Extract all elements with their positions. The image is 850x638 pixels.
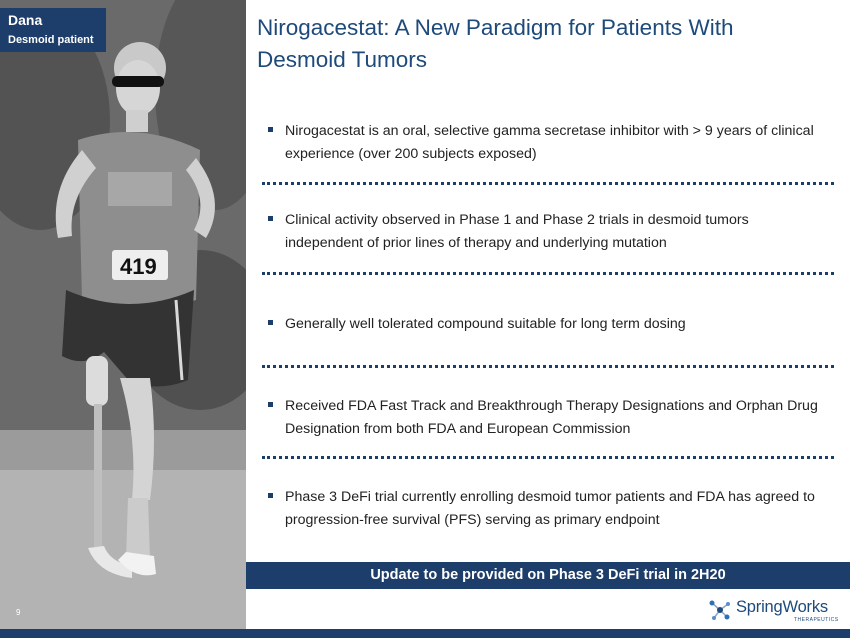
dotted-divider — [262, 365, 834, 368]
molecule-logo-icon — [708, 598, 732, 622]
update-banner: Update to be provided on Phase 3 DeFi trial in 2H20 — [246, 562, 850, 589]
bullet-text: Generally well tolerated compound suitable for long term dosing — [285, 316, 686, 332]
slide-title: Nirogacestat: A New Paradigm for Patients With Desmoid Tumors — [257, 15, 734, 72]
patient-name: Dana — [8, 12, 43, 28]
square-bullet-icon — [268, 402, 273, 407]
bullet-text: Clinical activity observed in Phase 1 and Phase 2 trials in desmoid tumors independent of prior lines of therapy and underlying mutation — [285, 212, 749, 251]
logo-subtitle: THERAPEUTICS — [794, 617, 839, 623]
square-bullet-icon — [268, 127, 273, 132]
patient-tag — [0, 8, 106, 52]
bullet-text: Received FDA Fast Track and Breakthrough Therapy Designations and Orphan Drug Designation from both FDA and European Commission — [285, 398, 818, 437]
patient-description: Desmoid patient — [8, 34, 94, 46]
bullet-text: Phase 3 DeFi trial currently enrolling desmoid tumor patients and FDA has agreed to progression-free survival (PFS) serving as primary endpoint — [285, 489, 815, 528]
dotted-divider — [262, 182, 834, 185]
bib-number: 419 — [120, 254, 157, 279]
dotted-divider — [262, 272, 834, 275]
logo-name: SpringWorks — [736, 598, 828, 616]
runner-illustration — [0, 0, 246, 629]
springworks-logo — [708, 596, 838, 626]
bottom-bar — [0, 629, 850, 638]
dotted-divider — [262, 456, 834, 459]
runner-photo — [0, 0, 246, 629]
bullet-text: Nirogacestat is an oral, selective gamma secretase inhibitor with > 9 years of clinical experience (over 200 subjects exposed) — [285, 123, 814, 162]
square-bullet-icon — [268, 216, 273, 221]
square-bullet-icon — [268, 320, 273, 325]
page-number: 9 — [16, 608, 21, 617]
square-bullet-icon — [268, 493, 273, 498]
